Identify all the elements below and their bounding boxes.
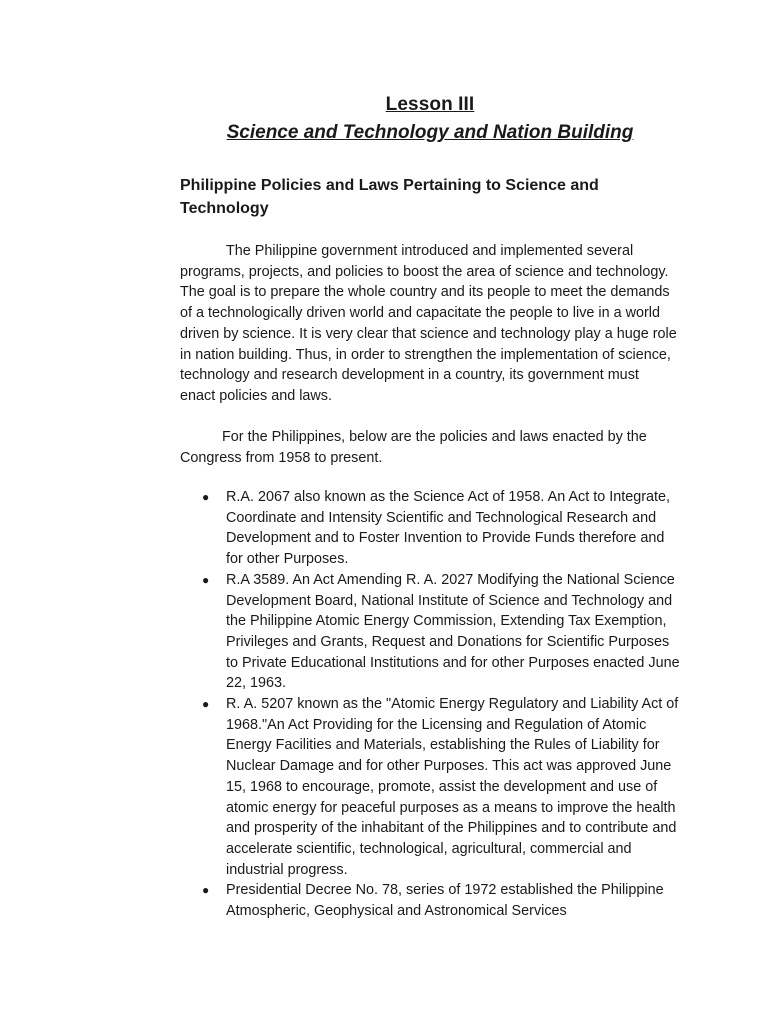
bullet-icon: ● xyxy=(202,572,210,587)
bullet-icon: ● xyxy=(202,697,210,712)
intro-paragraph: The Philippine government introduced and implemented several programs, projects, and policies to boost the area of science and technology. The goal is to prepare the whole country and its people to meet the demands of a technologically driven world and capacitate the people to live in a world driven by science. It is very clear that science and technology play a huge role in nation building. Thus, in order to strengthen the implementation of science, technology and research development in a country, its government must enact policies and laws. xyxy=(180,243,677,404)
bullet-icon: ● xyxy=(202,883,210,898)
law-text: R.A. 2067 also known as the Science Act of 1958. An Act to Integrate, Coordinate and Intensity Scientific and Technological Research and Development and to Foster Invention to Provide Funds therefore and for other Purposes. xyxy=(226,489,670,568)
section-heading: Philippine Policies and Laws Pertaining to Science and Technology xyxy=(180,177,599,217)
list-item xyxy=(180,570,680,694)
list-item xyxy=(180,487,680,570)
laws-list xyxy=(180,487,680,922)
law-text: R.A 3589. An Act Amending R. A. 2027 Modifying the National Science Development Board, National Institute of Science and Technology and the Philippine Atomic Energy Commission, Extending Tax Exemption, Privileges and Grants, Request and Donations for Scientific Purposes to Private Educational Institutions and for other Purposes enacted June 22, 1963. xyxy=(226,571,680,692)
lesson-title: Lesson III xyxy=(385,94,475,115)
bullet-icon: ● xyxy=(202,490,210,504)
law-text: Presidential Decree No. 78, series of 1972 established the Philippine Atmospheric, Geophysical and Astronomical Services xyxy=(226,882,664,920)
list-item xyxy=(180,694,680,880)
law-text: R. A. 5207 known as the "Atomic Energy Regulatory and Liability Act of 1968."An Act Providing for the Licensing and Regulation of Atomic Energy Facilities and Materials, establishing the Rules of Liability for Nuclear Damage and for other Purposes. This act was approved June 15, 1968 to encourage, promote, assist the development and use of atomic energy for peaceful purposes as a means to improve the health and prosperity of the inhabitant of the Philippines and to contribute and accelerate scientific, technological, agricultural, commercial and industrial progress. xyxy=(226,696,679,878)
laws-intro-paragraph: For the Philippines, below are the policies and laws enacted by the Congress from 1958 to present. xyxy=(180,429,647,466)
list-item xyxy=(180,880,680,921)
lesson-subtitle: Science and Technology and Nation Building xyxy=(226,122,634,143)
